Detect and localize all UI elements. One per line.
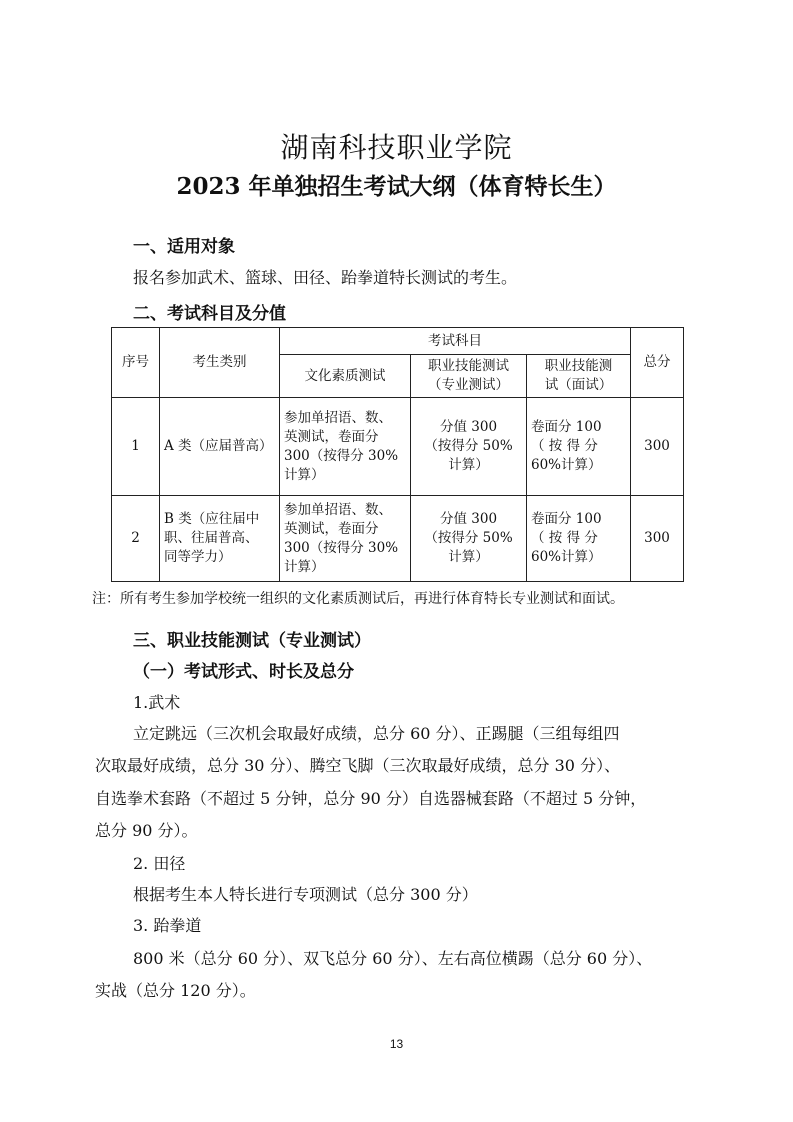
- section-heading-1: 一、适用对象: [133, 237, 235, 257]
- cell-interview: 卷面分 100 （ 按 得 分 60%计算）: [527, 496, 631, 582]
- header-no: 序号: [112, 328, 160, 398]
- cell-culture: 参加单招语、数、 英测试，卷面分 300（按得分 30% 计算）: [280, 398, 411, 496]
- cell-culture: 参加单招语、数、 英测试，卷面分 300（按得分 30% 计算）: [280, 496, 411, 582]
- section-heading-2: 二、考试科目及分值: [133, 304, 286, 324]
- section-1-text: 报名参加武术、篮球、田径、跆拳道特长测试的考生。: [133, 268, 518, 287]
- table-note: 注：所有考生参加学校统一组织的文化素质测试后，再进行体育特长专业测试和面试。: [92, 591, 624, 607]
- paragraph-line: 总分 90 分）。: [95, 821, 198, 840]
- paragraph-line: 实战（总分 120 分）。: [95, 981, 256, 1000]
- cell-no: 2: [112, 496, 160, 582]
- cell-no: 1: [112, 398, 160, 496]
- score-table: [111, 327, 684, 582]
- section-heading-3: 三、职业技能测试（专业测试）: [133, 631, 371, 651]
- header-subjects: 考试科目: [280, 328, 631, 355]
- cell-interview: 卷面分 100 （ 按 得 分 60%计算）: [527, 398, 631, 496]
- paragraph-line: 次取最好成绩，总分 30 分）、腾空飞脚（三次取最好成绩，总分 30 分）、: [95, 756, 621, 775]
- cell-total: 300: [631, 398, 684, 496]
- header-culture: 文化素质测试: [280, 355, 411, 398]
- table-row: [112, 496, 684, 582]
- cell-total: 300: [631, 496, 684, 582]
- page-subtitle: 2023 年单独招生考试大纲（体育特长生）: [176, 173, 617, 200]
- header-total: 总分: [631, 328, 684, 398]
- paragraph-line: 自选拳术套路（不超过 5 分钟，总分 90 分）自选器械套路（不超过 5 分钟，: [95, 789, 647, 808]
- header-interview: 职业技能测 试（面试）: [527, 355, 631, 398]
- paragraph-line: 立定跳远（三次机会取最好成绩，总分 60 分）、正踢腿（三组每组四: [133, 724, 620, 743]
- cell-skill: 分值 300 （按得分 50% 计算）: [411, 496, 527, 582]
- subsection-heading: （一）考试形式、时长及总分: [133, 662, 354, 682]
- cell-skill: 分值 300 （按得分 50% 计算）: [411, 398, 527, 496]
- item-title-athletics: 2. 田径: [133, 854, 186, 873]
- paragraph-line: 根据考生本人特长进行专项测试（总分 300 分）: [133, 885, 478, 904]
- cell-category: B 类（应往届中 职、往届普高、 同等学力）: [160, 496, 280, 582]
- table-row: [112, 398, 684, 496]
- item-title-taekwondo: 3. 跆拳道: [133, 916, 202, 935]
- header-skill: 职业技能测试 （专业测试）: [411, 355, 527, 398]
- page-number: 13: [389, 1037, 404, 1051]
- item-title-wushu: 1.武术: [133, 693, 181, 712]
- page-title: 湖南科技职业学院: [280, 131, 513, 164]
- cell-category: A 类（应届普高）: [160, 398, 280, 496]
- header-category: 考生类别: [160, 328, 280, 398]
- paragraph-line: 800 米（总分 60 分）、双飞总分 60 分）、左右高位横踢（总分 60 分）、: [133, 949, 653, 968]
